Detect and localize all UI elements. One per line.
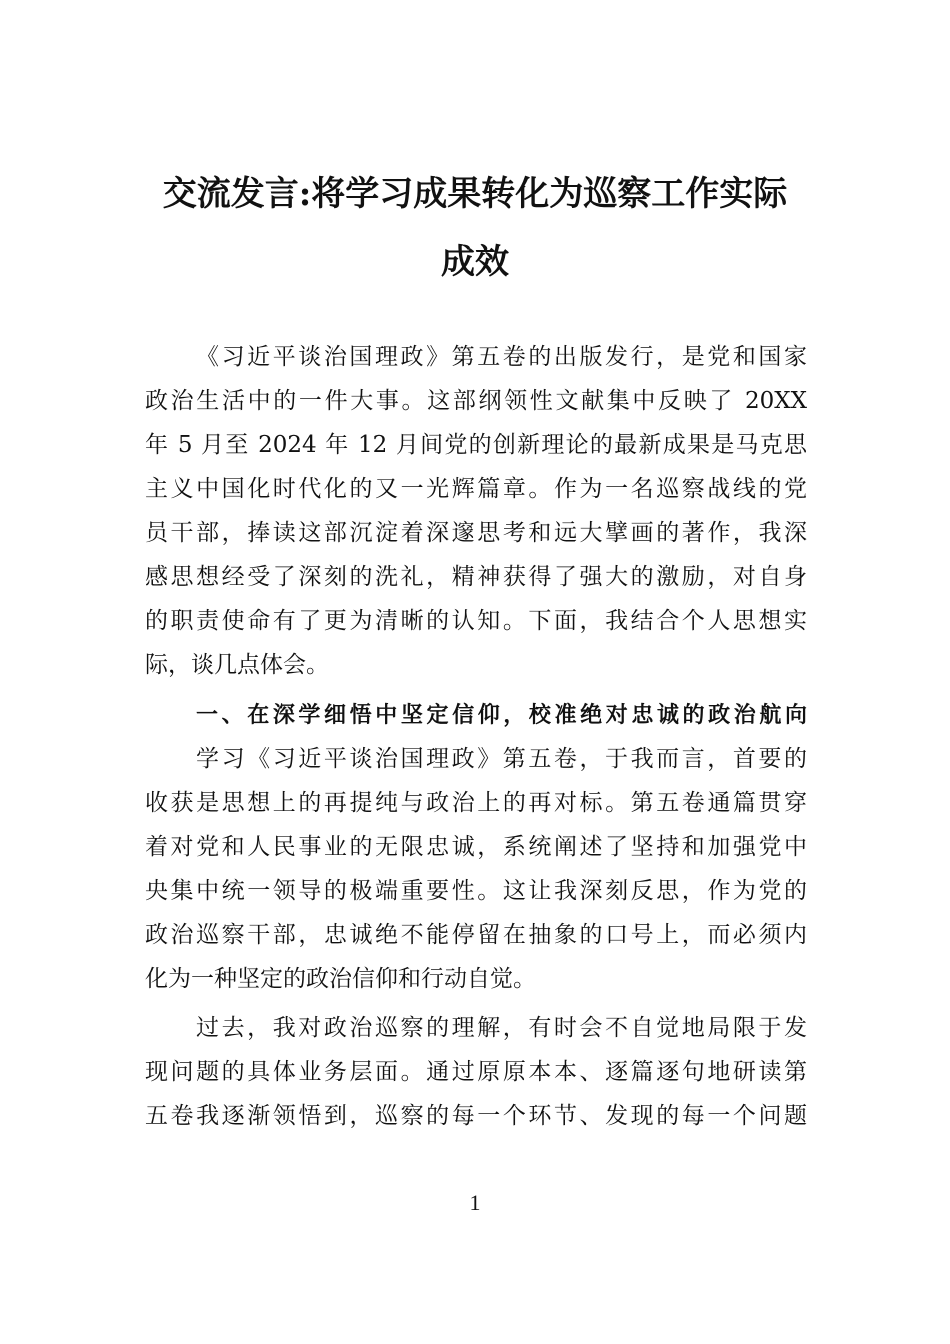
paragraph-2-line: 央集中统一领导的极端重要性。这让我深刻反思，作为党的 (145, 878, 807, 904)
section-heading: 一、在深学细悟中坚定信仰，校准绝对忠诚的政治航向 (196, 703, 807, 728)
document-title-line-2: 成效 (441, 242, 509, 282)
paragraph-2-line: 着对党和人民事业的无限忠诚，系统阐述了坚持和加强党中 (145, 834, 807, 860)
paragraph-2-line: 收获是思想上的再提纯与政治上的再对标。第五卷通篇贯穿 (145, 790, 807, 816)
document-title-line-1: 交流发言:将学习成果转化为巡察工作实际 (162, 174, 788, 214)
paragraph-3-line: 五卷我逐渐领悟到，巡察的每一个环节、发现的每一个问题 (145, 1103, 807, 1129)
paragraph-3-line: 过去，我对政治巡察的理解，有时会不自觉地局限于发 (196, 1015, 807, 1041)
page-number: 1 (469, 1190, 481, 1215)
paragraph-2-line: 化为一种坚定的政治信仰和行动自觉。 (145, 966, 536, 992)
paragraph-2-line: 政治巡察干部，忠诚绝不能停留在抽象的口号上，而必须内 (145, 922, 807, 948)
paragraph-1-line: 际，谈几点体会。 (145, 652, 329, 678)
paragraph-1-line: 《习近平谈治国理政》第五卷的出版发行，是党和国家 (196, 344, 807, 370)
paragraph-1-line: 主义中国化时代化的又一光辉篇章。作为一名巡察战线的党 (145, 476, 807, 502)
paragraph-1-line: 年 5 月至 2024 年 12 月间党的创新理论的最新成果是马克思 (145, 432, 807, 458)
paragraph-1-line: 的职责使命有了更为清晰的认知。下面，我结合个人思想实 (145, 608, 807, 634)
paragraph-1-line: 感思想经受了深刻的洗礼，精神获得了强大的激励，对自身 (145, 564, 807, 590)
paragraph-2-line: 学习《习近平谈治国理政》第五卷，于我而言，首要的 (196, 746, 807, 772)
paragraph-3-line: 现问题的具体业务层面。通过原原本本、逐篇逐句地研读第 (145, 1059, 807, 1085)
paragraph-1-line: 政治生活中的一件大事。这部纲领性文献集中反映了 20XX (145, 388, 807, 414)
paragraph-1-line: 员干部，捧读这部沉淀着深邃思考和远大擘画的著作，我深 (145, 520, 807, 546)
